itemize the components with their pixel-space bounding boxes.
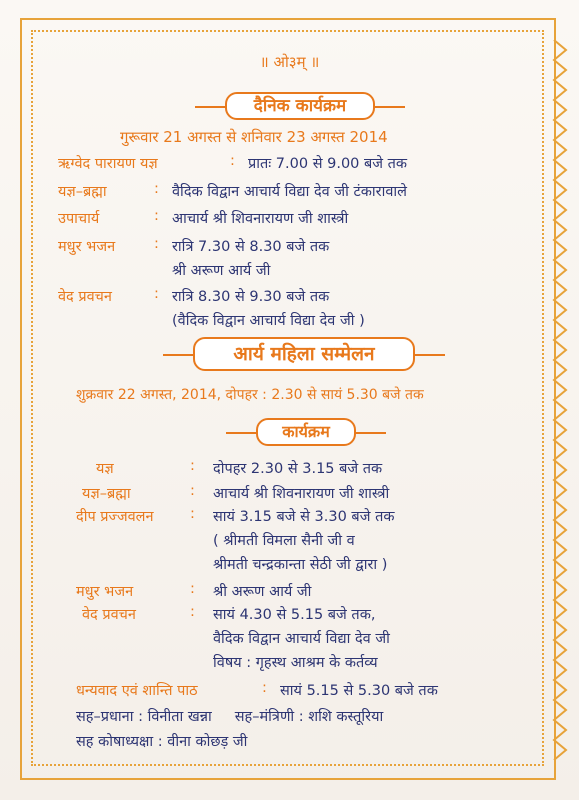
daily-row-label: यज्ञ–ब्रह्मा [58,184,107,200]
program-row-value: आचार्य श्री शिवनारायण जी शास्त्री [213,486,390,502]
daily-row-label: वेद प्रवचन [58,289,112,305]
program-row-value: सायं 4.30 से 5.15 बजे तक, [213,607,376,623]
daily-row-label: ऋग्वेद पारायण यज्ञ [58,156,158,172]
program-row-value: श्री अरूण आर्य जी [213,584,312,600]
program-row-value-2: ( श्रीमती विमला सैनी जी व [213,533,355,549]
daily-row-value: रात्रि 7.30 से 8.30 बजे तक [172,239,330,255]
program-row-label: दीप प्रज्जवलन [76,509,154,525]
program-row-sep: : [190,506,195,522]
mahila-sammelan-banner: आर्य महिला सम्मेलन [193,337,415,371]
daily-row-value-2: (वैदिक विद्वान आचार्य विद्या देव जी ) [172,313,365,329]
daily-row-value: आचार्य श्री शिवनारायण जी शास्त्री [172,211,349,227]
closing-label: धन्यवाद एवं शान्ति पाठ [76,683,198,699]
daily-row-sep: : [154,208,159,224]
daily-row-label: उपाचार्य [58,211,100,227]
program-row-sep: : [190,581,195,597]
program-banner: कार्यक्रम [256,418,356,446]
closing-value: सायं 5.15 से 5.30 बजे तक [280,683,438,699]
closing-sep: : [262,680,267,696]
daily-program-banner: दैनिक कार्यक्रम [225,92,375,120]
program-row-sep: : [190,458,195,474]
program-row-value-2: वैदिक विद्वान आचार्य विद्या देव जी [213,631,390,647]
daily-row-value-2: श्री अरूण आर्य जी [172,263,271,279]
program-row-sep: : [190,604,195,620]
program-row-sep: : [190,483,195,499]
program-row-label: यज्ञ [96,461,114,477]
decorative-zigzag-border [550,40,572,770]
officials-line-1: सह–प्रधाना : विनीता खन्ना सह–मंत्रिणी : शशि कस्तूरिया [76,709,384,725]
daily-row-sep: : [154,236,159,252]
daily-row-label: मधुर भजन [58,239,116,255]
daily-row-value: वैदिक विद्वान आचार्य विद्या देव जी टंकारावाले [172,184,407,200]
mahila-date-line: शुक्रवार 22 अगस्त, 2014, दोपहर : 2.30 से सायं 5.30 बजे तक [76,387,424,403]
program-row-label: मधुर भजन [76,584,134,600]
program-row-label: वेद प्रवचन [82,607,136,623]
daily-row-value: प्रातः 7.00 से 9.00 बजे तक [248,156,408,172]
daily-date-range: गुरूवार 21 अगस्त से शनिवार 23 अगस्त 2014 [120,128,388,146]
daily-row-value: रात्रि 8.30 से 9.30 बजे तक [172,289,330,305]
officials-line-2: सह कोषाध्यक्षा : वीना कोछड़ जी [76,734,248,750]
daily-row-sep: : [230,153,235,169]
program-row-label: यज्ञ–ब्रह्मा [82,486,131,502]
program-row-value: सायं 3.15 बजे से 3.30 बजे तक [213,509,395,525]
daily-row-sep: : [154,286,159,302]
program-row-value-3: श्रीमती चन्द्रकान्ता सेठी जी द्वारा ) [213,557,388,573]
om-heading: ॥ ओ३म् ॥ [259,53,320,71]
program-row-value-3: विषय : गृहस्थ आश्रम के कर्तव्य [213,655,378,671]
daily-row-sep: : [154,181,159,197]
program-row-value: दोपहर 2.30 से 3.15 बजे तक [213,461,383,477]
